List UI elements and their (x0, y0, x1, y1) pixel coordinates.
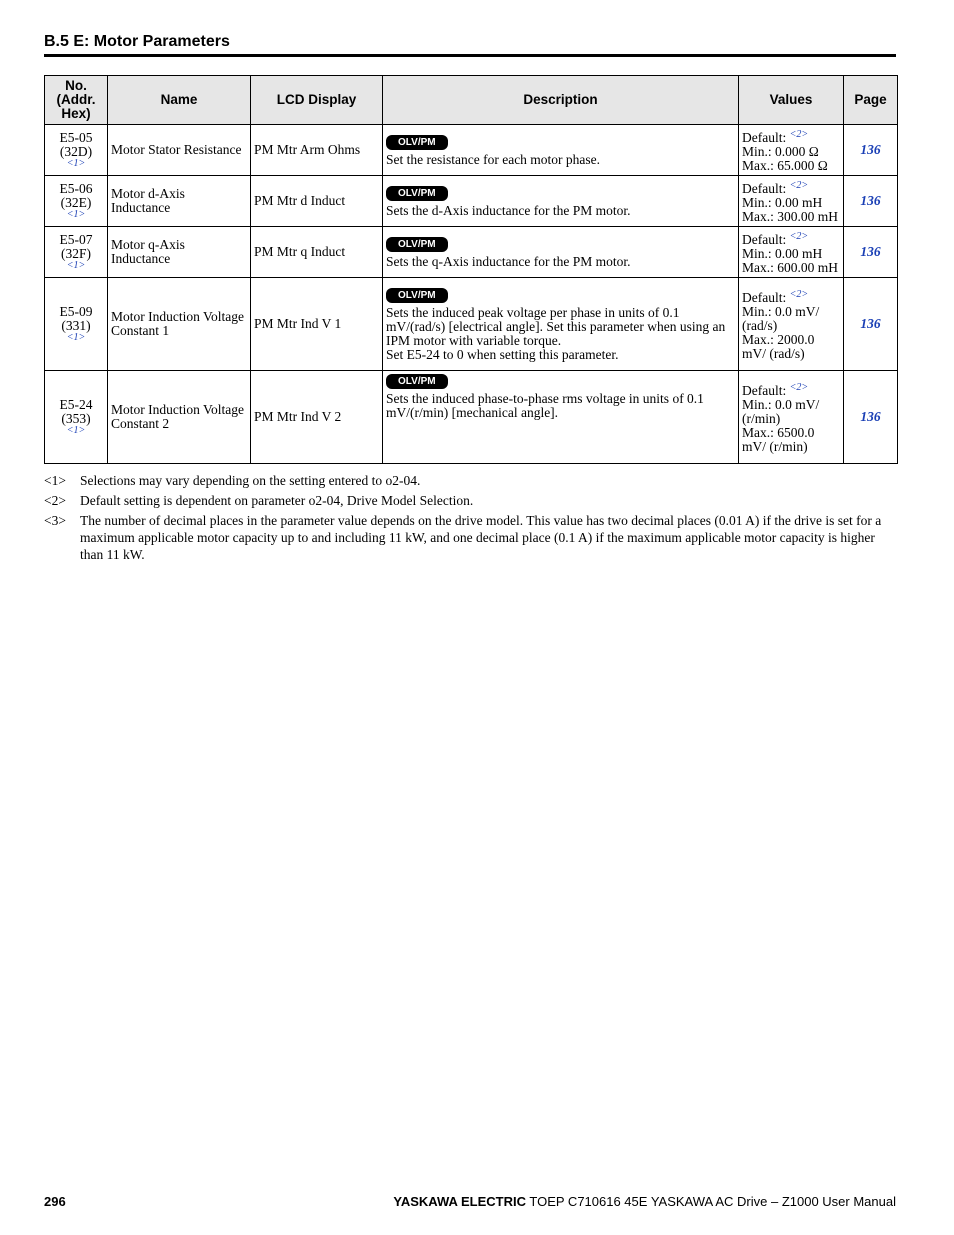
header-name: Name (108, 76, 251, 125)
description-text: Sets the d-Axis inductance for the PM motor. (386, 202, 631, 218)
values-cell (739, 371, 844, 464)
values-cell (739, 176, 844, 227)
max-value: Max.: 2000.0 mV/ (rad/s) (742, 331, 815, 361)
header-no-line2: (Addr. (56, 92, 96, 107)
page-cell (844, 125, 898, 176)
footnote-ref: <3> (44, 513, 66, 528)
description-cell (383, 227, 739, 278)
description-text: Set the resistance for each motor phase. (386, 151, 601, 167)
table-row (45, 176, 898, 227)
default-label: Default: (742, 231, 787, 247)
table-row (45, 371, 898, 464)
param-number: E5-09 (59, 304, 93, 319)
footnote-ref-link[interactable]: <2> (789, 230, 809, 242)
default-label: Default: (742, 289, 787, 305)
description-text: Sets the q-Axis inductance for the PM motor. (386, 253, 631, 269)
max-value: Max.: 600.00 mH (742, 259, 838, 275)
page-cell (844, 371, 898, 464)
footnote-ref-link[interactable]: <2> (789, 128, 809, 140)
header-lcd-display: LCD Display (251, 76, 383, 125)
footnote-ref-link[interactable]: <1> (66, 260, 86, 271)
footnote-ref-link[interactable]: <1> (66, 158, 86, 169)
description-cell (383, 125, 739, 176)
description-text: Set E5-24 to 0 when setting this parameter. (386, 346, 619, 362)
values-cell (739, 278, 844, 371)
param-number: E5-24 (59, 397, 93, 412)
min-value: Min.: 0.000 Ω (742, 143, 819, 159)
footnote-text: Selections may vary depending on the setting entered to o2-04. (80, 473, 421, 488)
page-link[interactable]: 136 (860, 316, 881, 331)
default-value (742, 128, 840, 145)
header-no-line1: No. (65, 78, 87, 93)
param-address: (32E) (60, 195, 92, 210)
footnote (44, 472, 897, 489)
description-cell (383, 371, 739, 464)
footnotes (44, 472, 897, 566)
default-value (742, 381, 840, 398)
param-number: E5-06 (59, 181, 93, 196)
param-address: (353) (61, 411, 91, 426)
default-label: Default: (742, 180, 787, 196)
footer-manual-name: TOEP C710616 45E YASKAWA AC Drive – Z1000 User Manual (526, 1194, 896, 1209)
footnote-ref-link[interactable]: <2> (789, 288, 809, 300)
page-cell (844, 227, 898, 278)
default-value (742, 230, 840, 247)
values-cell (739, 227, 844, 278)
header-description: Description (383, 76, 739, 125)
param-number-cell (45, 176, 108, 227)
control-mode-badge: OLV/PM (386, 135, 448, 150)
param-number-cell (45, 278, 108, 371)
default-label: Default: (742, 382, 787, 398)
control-mode-badge: OLV/PM (386, 237, 448, 252)
footnote-ref-link[interactable]: <2> (789, 381, 809, 393)
default-value (742, 179, 840, 196)
control-mode-badge: OLV/PM (386, 288, 448, 303)
footnote-text: The number of decimal places in the parameter value depends on the drive model. This value has two decimal places (0.01 A) if the drive is set for a maximum applicable motor capacity up to and including 11 kW, and one decimal place (0.1 A) if the maximum applicable motor capacity is higher than 11 kW. (80, 513, 882, 562)
description-text: Sets the induced phase-to-phase rms voltage in units of 0.1 mV/(r/min) [mechanical angle]. (386, 391, 704, 420)
lcd-display: PM Mtr Ind V 2 (251, 371, 383, 464)
table-row (45, 278, 898, 371)
footnote-ref-link[interactable]: <1> (66, 425, 86, 436)
param-name: Motor d-Axis Inductance (108, 176, 251, 227)
param-name: Motor q-Axis Inductance (108, 227, 251, 278)
footnote-ref-link[interactable]: <1> (66, 332, 86, 343)
max-value: Max.: 65.000 Ω (742, 157, 828, 173)
default-label: Default: (742, 129, 787, 145)
max-value: Max.: 300.00 mH (742, 208, 838, 224)
footnote-ref: <2> (44, 493, 66, 508)
footer-manual-title (393, 1194, 896, 1209)
table-row (45, 227, 898, 278)
section-title: B.5 E: Motor Parameters (44, 33, 230, 50)
min-value: Min.: 0.0 mV/ (rad/s) (742, 303, 820, 333)
default-value (742, 288, 840, 305)
page-cell (844, 278, 898, 371)
title-divider (44, 54, 896, 57)
footnote (44, 512, 897, 563)
footer-brand: YASKAWA ELECTRIC (393, 1194, 527, 1209)
lcd-display: PM Mtr Ind V 1 (251, 278, 383, 371)
param-address: (32F) (61, 246, 91, 261)
page-link[interactable]: 136 (860, 193, 881, 208)
page-link[interactable]: 136 (860, 409, 881, 424)
param-name: Motor Induction Voltage Constant 1 (108, 278, 251, 371)
footnote (44, 492, 897, 509)
header-page: Page (844, 76, 898, 125)
param-number: E5-07 (59, 232, 93, 247)
table-row (45, 125, 898, 176)
description-cell (383, 176, 739, 227)
description-text: Sets the induced peak voltage per phase in units of 0.1 mV/(rad/s) [electrical angle]. Set this parameter when using an IPM motor with variable torque. (386, 304, 726, 348)
param-name: Motor Stator Resistance (108, 125, 251, 176)
param-number-cell (45, 227, 108, 278)
param-address: (32D) (59, 144, 93, 159)
footnote-text: Default setting is dependent on parameter o2-04, Drive Model Selection. (80, 493, 474, 508)
values-cell (739, 125, 844, 176)
max-value: Max.: 6500.0 mV/ (r/min) (742, 424, 815, 454)
min-value: Min.: 0.00 mH (742, 194, 823, 210)
page-number: 296 (44, 1194, 66, 1209)
control-mode-badge: OLV/PM (386, 186, 448, 201)
footnote-ref: <1> (44, 473, 66, 488)
page-link[interactable]: 136 (860, 244, 881, 259)
lcd-display: PM Mtr Arm Ohms (251, 125, 383, 176)
description-cell (383, 278, 739, 371)
header-no-line3: Hex) (61, 106, 91, 121)
page-cell (844, 176, 898, 227)
control-mode-badge: OLV/PM (386, 374, 448, 389)
param-number-cell (45, 371, 108, 464)
footnote-ref-link[interactable]: <1> (66, 209, 86, 220)
param-number-cell (45, 125, 108, 176)
param-number: E5-05 (59, 130, 93, 145)
header-no (45, 76, 108, 125)
min-value: Min.: 0.00 mH (742, 245, 823, 261)
param-address: (331) (61, 318, 91, 333)
param-name: Motor Induction Voltage Constant 2 (108, 371, 251, 464)
min-value: Min.: 0.0 mV/ (r/min) (742, 396, 820, 426)
footnote-ref-link[interactable]: <2> (789, 179, 809, 191)
lcd-display: PM Mtr q Induct (251, 227, 383, 278)
lcd-display: PM Mtr d Induct (251, 176, 383, 227)
motor-parameters-table (44, 75, 898, 464)
table-header-row (45, 76, 898, 125)
header-values: Values (739, 76, 844, 125)
page-link[interactable]: 136 (860, 142, 881, 157)
